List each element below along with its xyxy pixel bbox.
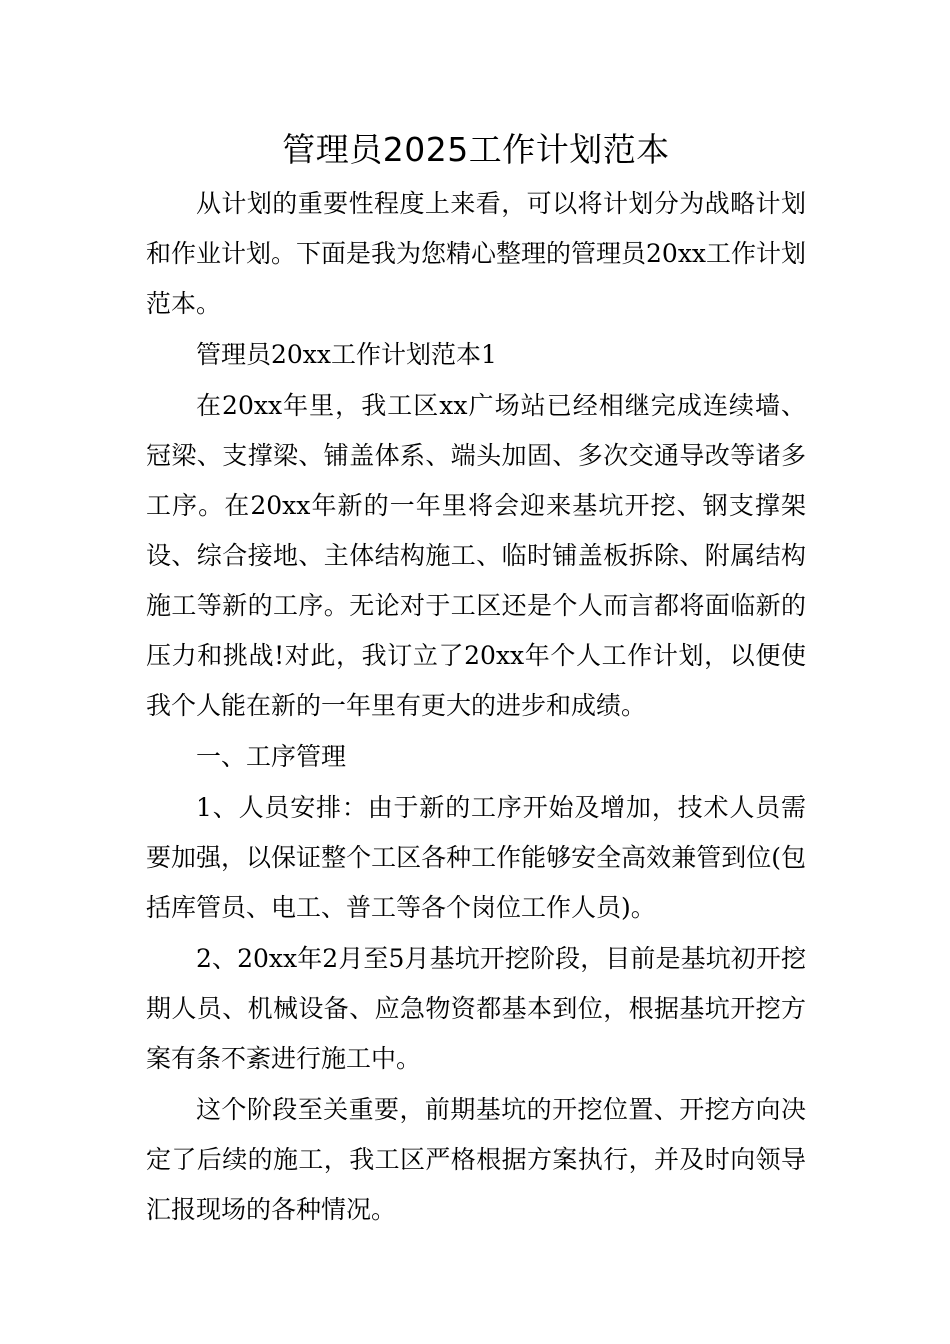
document-body bbox=[146, 127, 806, 1236]
document-title: 管理员2025工作计划范本 bbox=[282, 130, 670, 169]
section-heading-process-management: 一、工序管理 bbox=[196, 742, 347, 771]
list-item-staffing: 1、人员安排：由于新的工序开始及增加，技术人员需要加强，以保证整个工区各种工作能够安全高效兼管到位(包括库管员、电工、普工等各个岗位工作人员)。 bbox=[146, 793, 806, 922]
body-paragraph: 在20xx年里，我工区xx广场站已经相继完成连续墙、冠梁、支撑梁、铺盖体系、端头加固、多次交通导改等诸多工序。在20xx年新的一年里将会迎来基坑开挖、钢支撑架设、综合接地、主体结构施工、临时铺盖板拆除、附属结构施工等新的工序。无论对于工区还是个人而言都将面临新的压力和挑战!对此，我订立了20xx年个人工作计划，以便使我个人能在新的一年里有更大的进步和成绩。 bbox=[146, 391, 806, 720]
section-heading-sample-1: 管理员20xx工作计划范本1 bbox=[196, 340, 497, 369]
intro-paragraph: 从计划的重要性程度上来看，可以将计划分为战略计划和作业计划。下面是我为您精心整理的管理员20xx工作计划范本。 bbox=[146, 189, 807, 318]
list-item-excavation: 2、20xx年2月至5月基坑开挖阶段，目前是基坑初开挖期人员、机械设备、应急物资都基本到位，根据基坑开挖方案有条不紊进行施工中。 bbox=[146, 944, 806, 1073]
body-paragraph-stage: 这个阶段至关重要，前期基坑的开挖位置、开挖方向决定了后续的施工，我工区严格根据方案执行，并及时向领导汇报现场的各种情况。 bbox=[146, 1095, 806, 1224]
